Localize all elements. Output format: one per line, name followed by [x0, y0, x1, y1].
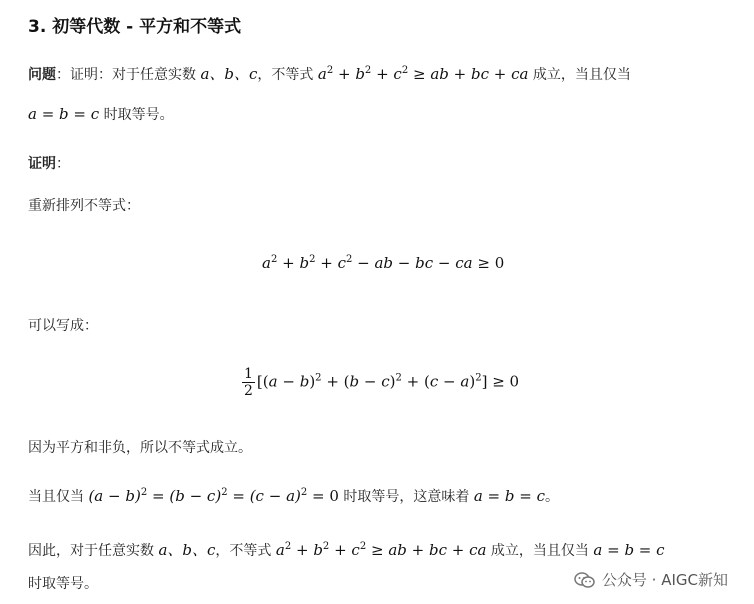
- step-5-condition: a = b = c: [593, 541, 665, 559]
- problem-inequality-rhs: ab + bc + ca: [430, 65, 529, 83]
- step-1-text: 重新排列不等式：: [28, 198, 140, 214]
- problem-mid: ，不等式: [257, 67, 318, 83]
- display-equation-2: $\frac{1}{2}$ $[(a - b)^2 + (b - c)^2 + (c - a)^2] \ge 0$: [244, 366, 520, 399]
- problem-lead: 证明：对于任意实数: [70, 67, 201, 83]
- step-4-equation: $(a - b)^2 = (b - c)^2 = (c - a)^2 = 0$: [88, 487, 339, 505]
- wechat-icon: [574, 571, 596, 589]
- watermark-text: 公众号 · AIGC新知: [601, 571, 728, 589]
- watermark: [574, 569, 728, 590]
- step-5-line-2: 时取等号。: [28, 576, 98, 592]
- fraction-denominator: 2: [244, 383, 253, 399]
- display-equation-1: $a^2 + b^2 + c^2$ − ab − bc − ca ≥ 0: [262, 254, 505, 272]
- problem-colon: ：: [56, 67, 70, 83]
- step-2-text: 可以写成：: [28, 318, 98, 334]
- step-5-tail: 成立，当且仅当: [486, 543, 594, 559]
- problem-inequality: $a^2 + b^2 + c^2$ ≥ ab + bc + ca: [317, 65, 529, 83]
- proof-colon: ：: [56, 156, 70, 172]
- step-4-mid: 时取等号，这意味着: [338, 489, 474, 505]
- problem-vars: a、b、c: [200, 65, 258, 83]
- step-5-inequality: $a^2 + b^2 + c^2$ ≥ ab + bc + ca: [275, 541, 487, 559]
- problem-line-2: [28, 104, 174, 125]
- problem-condition: a = b = c: [28, 105, 100, 123]
- step-4-line: [28, 486, 559, 507]
- problem-condition-tail: 时取等号。: [99, 107, 174, 123]
- problem-label: 问题: [28, 67, 56, 83]
- step-4-lead: 当且仅当: [28, 489, 89, 505]
- section-title: 3. 初等代数 - 平方和不等式: [28, 17, 242, 37]
- step-4-tail: 。: [544, 489, 559, 505]
- problem-tail: 成立，当且仅当: [528, 67, 631, 83]
- step-3-text: 因为平方和非负，所以不等式成立。: [28, 440, 252, 456]
- step-5-vars: a、b、c: [158, 541, 216, 559]
- fraction-numerator: 1: [244, 366, 253, 382]
- step-5-mid: ，不等式: [215, 543, 276, 559]
- problem-line-1: [28, 64, 631, 85]
- fraction-one-half: [242, 366, 255, 399]
- step-5-line-1: [28, 540, 665, 561]
- proof-label: 证明: [28, 156, 56, 172]
- step-4-condition: a = b = c: [473, 487, 545, 505]
- proof-heading: [28, 154, 70, 174]
- step-5-lead: 因此，对于任意实数: [28, 543, 159, 559]
